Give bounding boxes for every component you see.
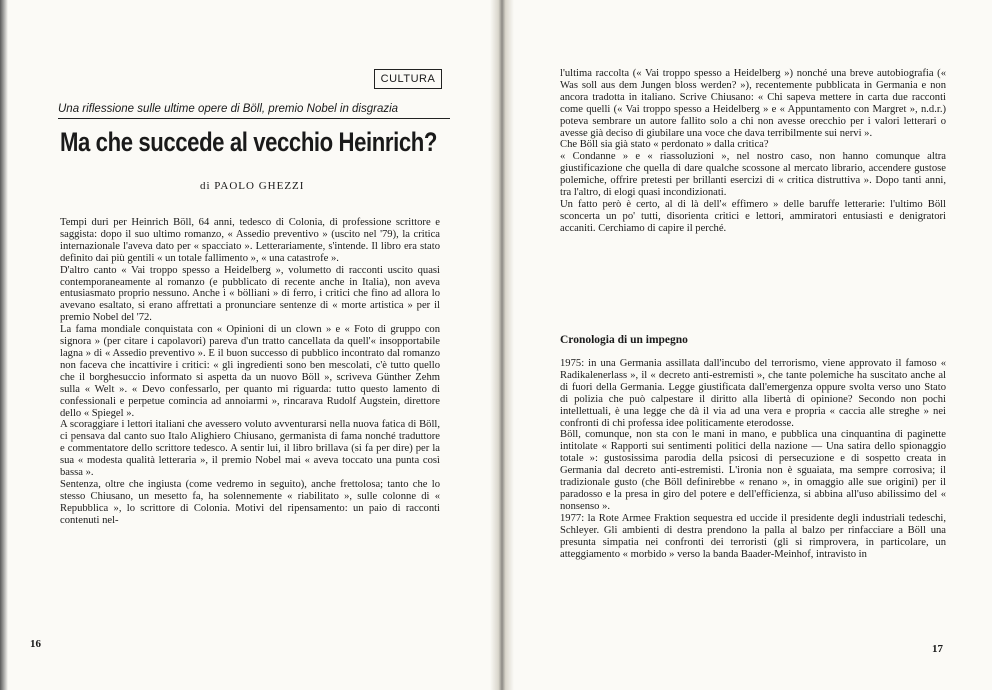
paragraph: Sentenza, oltre che ingiusta (come vedremo in seguito), anche frettolosa; tanto che lo stesso Chiusano, un mesetto fa, ha solennemente « riabilitato », sulle colonne di « Repubblica », lo scrittore di Colonia. Motivi del ripensamento: un paio di racconti contenuti nel- [60,478,440,526]
paragraph: Tempi duri per Heinrich Böll, 64 anni, tedesco di Colonia, di professione scrittore e saggista: dopo il suo ultimo romanzo, « Assedio preventivo » (uscito nel '79), la critica internazionale l'aveva dato per « spacciato ». Letterariamente, s'intende. Il libro era stato definito dai più gentili « un totale fallimento », « una catastrofe ». [60,217,440,264]
paragraph: Un fatto però è certo, al di là dell'« effimero » delle baruffe letterarie: l'ultimo Böll sconcerta un po' tutti, disorienta critici e lettori, ammiratori entusiasti e denigratori accaniti. Cerchiamo di capire il perché. [560,198,946,234]
paragraph: l'ultima raccolta (« Vai troppo spesso a Heidelberg ») nonché una breve autobiografia (« Was soll aus dem Jungen bloss werden? »), recentemente pubblicata in Germania e non ancora tradotta in italiano. Scrive Chiusano: « Chi sapeva mettere in carta due racconti come quelli (« Vai troppo spesso a Heidelberg » e « Appuntamento con Margret », n.d.r.) poteva sembrare un autore fallito solo a chi non avesse orecchio per i valori letterari o avesse già deciso di giubilare una voce che dava terribilmente sui nervi ». [560,68,946,139]
paragraph: 1975: in una Germania assillata dall'incubo del terrorismo, viene approvato il famoso « Radikalenerlass », il « decreto anti-estremisti », che tante polemiche ha suscitato anche al di fuori della Germania. Legge giustificata dall'emergenza oppure svolta verso uno Stato di polizia che può calpestare il diritto alla libertà di opinione? Secondo non pochi intellettuali, è una legge che dà il via ad una vera e propria « caccia alle streghe » nei confronti di chi professa idee politicamente eterodosse. [560,358,946,429]
paragraph: A scoraggiare i lettori italiani che avessero voluto avventurarsi nella nuova fatica di Böll, ci pensava dal canto suo Italo Alighiero Chiusano, germanista di fama nonché traduttore e commentatore dello scrittore tedesco. A sentir lui, il libro brillava (si fa per dire) per la sua « modesta qualità letteraria », il premio Nobel mai « aveva toccato una punta così bassa ». [60,419,440,479]
right-body-text-bottom [560,358,946,560]
paragraph: Böll, comunque, non sta con le mani in mano, e pubblica una cinquantina di paginette intitolate « Rapporti sui sentimenti politici della nazione — Una satira dello spionaggio totale »: gustosissima parodia della psicosi di persecuzione e di sospetto creata in Germania dal decreto anti-estremisti. L'ironia non è sguaiata, ma sempre corrosiva; il tradizionale gusto (che Böll definirebbe « renano », in omaggio alle sue origini) per il paradosso e la presa in giro del potere e dell'efficienza, si abbina all'uso abilissimo del « nonsenso ». [560,429,946,512]
paragraph: D'altro canto « Vai troppo spesso a Heidelberg », volumetto di racconti uscito quasi contemporaneamente al romanzo (e pubblicato di recente anche in Italia), non aveva entusiasmato proprio nessuno. Anche i « bölliani » di ferro, i critici che fino ad allora lo avevano esaltato, si erano affrettati a pronunciare sentenze di « morte artistica » per il premio Nobel del '72. [60,264,440,324]
paragraph: « Condanne » e « riassoluzioni », nel nostro caso, non hanno comunque altra giustificazione che quella di dare qualche scossone al mercato librario, accendere gustose polemiche, offrire pretesti per brillanti esercizi di « critica distruttiva ». Dopo tanti anni, tra l'altro, di elogi quasi incondizionati. [560,151,946,199]
right-body-text-top [560,68,946,235]
paragraph: Che Böll sia già stato « perdonato » dalla critica? [560,139,769,151]
headline: Ma che succede al vecchio Heinrich? [60,127,437,157]
left-page [0,0,492,690]
right-page [500,0,992,690]
left-body-text [60,217,440,527]
paragraph: La fama mondiale conquistata con « Opinioni di un clown » e « Foto di gruppo con signora » (per citare i capolavori) pareva d'un tratto cancellata da quell'« insopportabile lagna » di « Assedio preventivo ». E il buon successo di pubblico incontrato dal romanzo non faceva che incattivire i critici: « gli ingredienti sono ben mescolati, c'è tutto quello che il borghesuccio informato si aspetta da un nuovo Böll », scriveva Günther Zehm sulla « Welt ». « Devo confessarlo, per quanto mi riguarda: tutto questo lamento di confessionali e perpetue comincia ad annoiarmi », rincarava Rudolf Augstein, direttore dello « Spiegel ». [60,324,440,419]
section-label: CULTURA [374,69,442,89]
page-number: 17 [932,643,943,655]
subheading: Cronologia di un impegno [560,334,688,346]
byline: di PAOLO GHEZZI [200,180,305,192]
kicker: Una riflessione sulle ultime opere di Böll, premio Nobel in disgrazia [58,103,450,119]
page-number: 16 [30,638,41,650]
paragraph: 1977: la Rote Armee Fraktion sequestra ed uccide il presidente degli industriali tedeschi, Schleyer. Gli ambienti di destra prendono la palla al balzo per rinfacciare a Böll una presunta simpatia nei confronti dei terroristi (gli si rimprovera, in particolare, un atteggiamento « morbido » verso la banda Baader-Meinhof, intravisto in [560,512,946,560]
